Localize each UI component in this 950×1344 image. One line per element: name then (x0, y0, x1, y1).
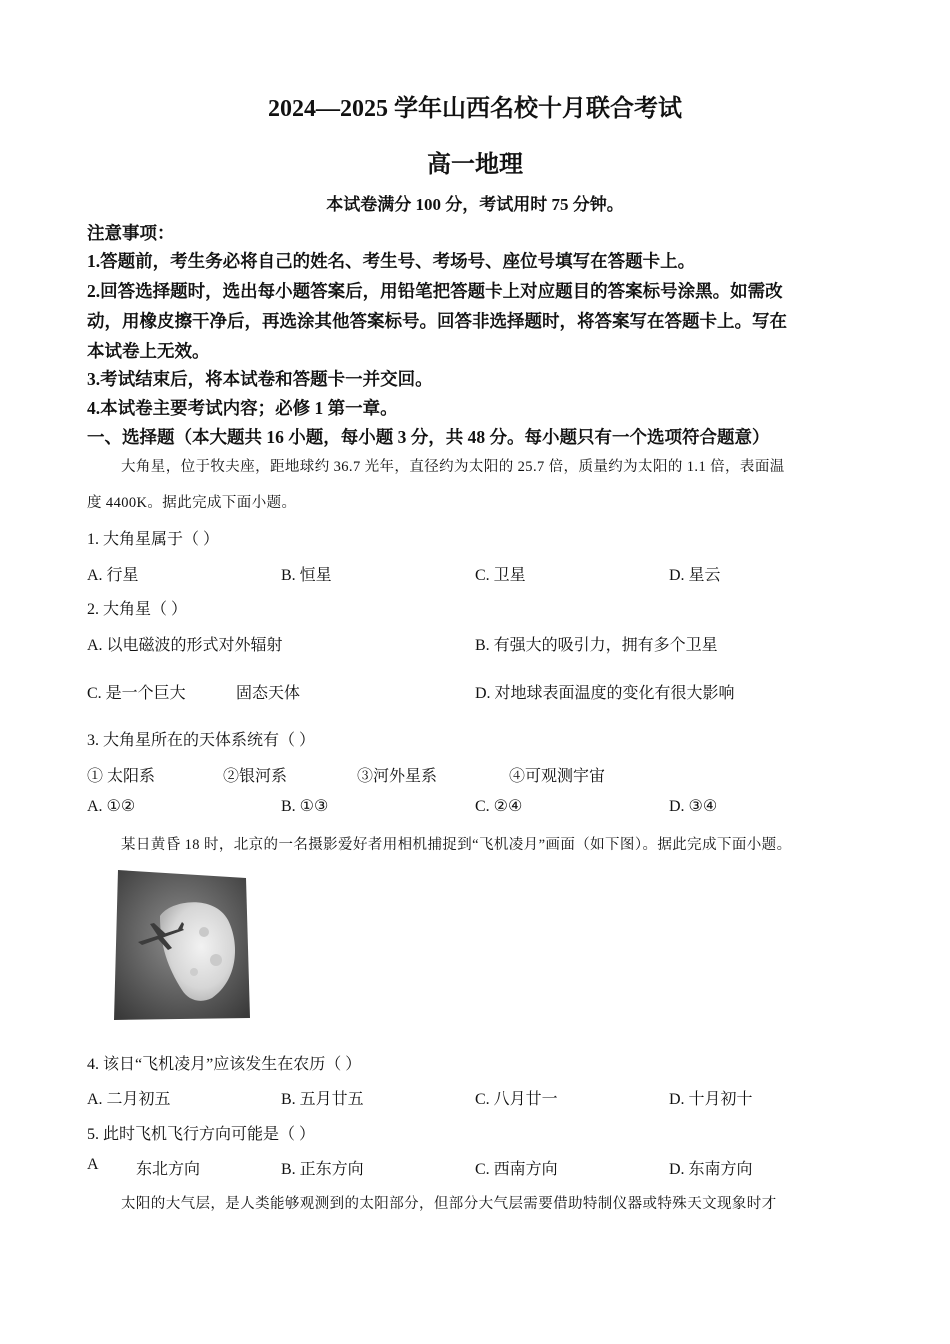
question-3-item-3: ③河外星系 (357, 768, 438, 785)
question-5-option-b: B. 正东方向 (281, 1161, 364, 1178)
question-4-option-d: D. 十月初十 (669, 1091, 753, 1108)
exam-title: 2024—2025 学年山西名校十月联合考试 (268, 96, 682, 122)
note-item-2-line-2: 动，用橡皮擦干净后，再选涂其他答案标号。回答非选择题时，将答案写在答题卡上。写在 (87, 311, 787, 331)
question-2-option-c-part-2: 固态天体 (236, 685, 301, 702)
question-1-option-d: D. 星云 (669, 567, 721, 584)
question-3-option-b: B. ①③ (281, 798, 329, 815)
question-3-item-4: ④可观测宇宙 (509, 768, 606, 785)
question-4-stem: 4. 该日“飞机凌月”应该发生在农历（ ） (87, 1056, 362, 1073)
question-5-option-d: D. 东南方向 (669, 1161, 753, 1178)
question-5-stem: 5. 此时飞机飞行方向可能是（ ） (87, 1126, 316, 1143)
exam-info: 本试卷满分 100 分，考试用时 75 分钟。 (326, 195, 624, 214)
question-5-option-a-text: 东北方向 (136, 1161, 201, 1178)
question-3-item-1: ① 太阳系 (87, 768, 156, 785)
question-3-option-c: C. ②④ (475, 798, 523, 815)
note-item-1: 1.答题前，考生务必将自己的姓名、考生号、考场号、座位号填写在答题卡上。 (87, 251, 696, 271)
question-4-option-a: A. 二月初五 (87, 1091, 171, 1108)
question-4-option-c: C. 八月廿一 (475, 1091, 558, 1108)
section-heading: 一、选择题（本大题共 16 小题，每小题 3 分，共 48 分。每小题只有一个选项符合题意） (87, 427, 770, 447)
passage-2-line-1: 某日黄昏 18 时，北京的一名摄影爱好者用相机捕捉到“飞机凌月”画面（如下图）。据此完成下面小题。 (121, 837, 792, 853)
question-3-option-a: A. ①② (87, 798, 136, 815)
question-3-stem: 3. 大角星所在的天体系统有（ ） (87, 732, 316, 749)
question-5-option-c: C. 西南方向 (475, 1161, 558, 1178)
question-3-option-d: D. ③④ (669, 798, 718, 815)
note-item-3: 3.考试结束后，将本试卷和答题卡一并交回。 (87, 369, 433, 389)
question-2-stem: 2. 大角星（ ） (87, 601, 188, 618)
subject-title: 高一地理 (427, 152, 523, 178)
question-4-option-b: B. 五月廿五 (281, 1091, 364, 1108)
note-item-4: 4.本试卷主要考试内容；必修 1 第一章。 (87, 398, 398, 418)
question-2-option-c-part-1: C. 是一个巨大 (87, 685, 186, 702)
notes-heading: 注意事项： (87, 223, 175, 243)
question-2-option-a: A. 以电磁波的形式对外辐射 (87, 637, 283, 654)
question-3-item-2: ②银河系 (223, 768, 288, 785)
question-5-option-a-letter: A (87, 1156, 99, 1173)
note-item-2-line-3: 本试卷上无效。 (87, 341, 210, 361)
question-1-stem: 1. 大角星属于（ ） (87, 531, 220, 548)
question-2-option-d: D. 对地球表面温度的变化有很大影响 (475, 685, 735, 702)
question-1-option-a: A. 行星 (87, 567, 139, 584)
question-1-option-b: B. 恒星 (281, 567, 332, 584)
plane-transiting-moon-photo (112, 868, 254, 1023)
passage-3-line-1: 太阳的大气层，是人类能够观测到的太阳部分，但部分大气层需要借助特制仪器或特殊天文现象时才 (121, 1196, 777, 1212)
question-1-option-c: C. 卫星 (475, 567, 526, 584)
question-2-option-b: B. 有强大的吸引力，拥有多个卫星 (475, 637, 718, 654)
note-item-2-line-1: 2.回答选择题时，选出每小题答案后，用铅笔把答题卡上对应题目的答案标号涂黑。如需改 (87, 281, 783, 301)
passage-1-line-1: 大角星，位于牧夫座，距地球约 36.7 光年，直径约为太阳的 25.7 倍，质量约为太阳的 1.1 倍，表面温 (121, 459, 785, 475)
passage-1-line-2: 度 4400K。据此完成下面小题。 (87, 495, 297, 511)
